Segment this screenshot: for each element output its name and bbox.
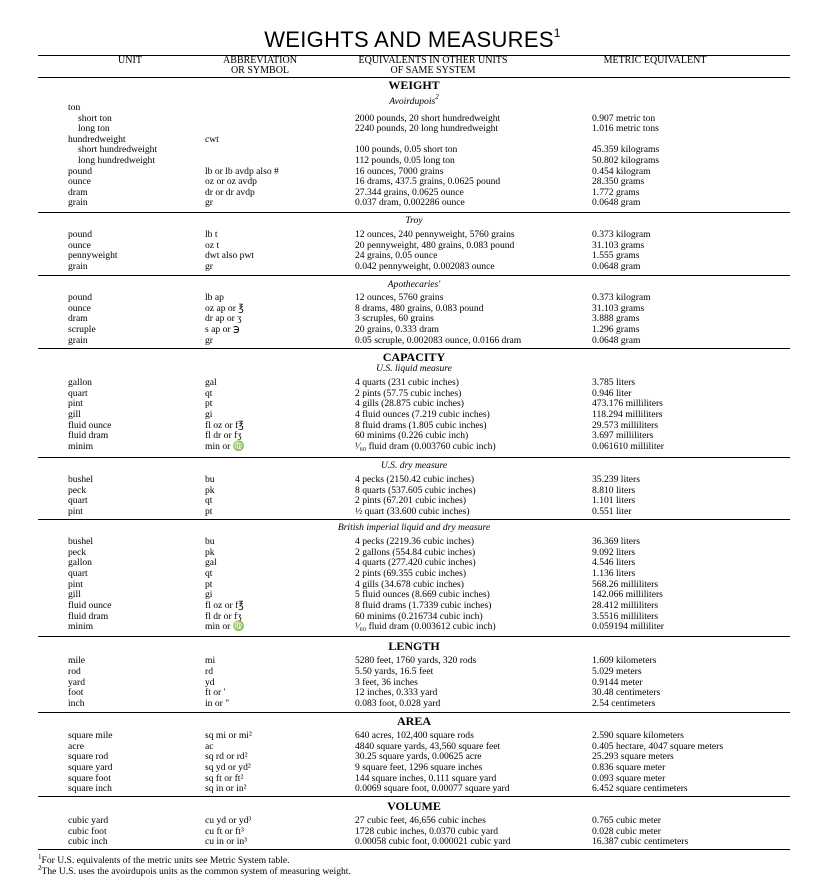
unit-cell: pound xyxy=(68,165,92,177)
metric-cell: 1.772 grams xyxy=(592,186,640,198)
equivalents-cell: 60 minims (0.226 cubic inch) xyxy=(355,430,469,442)
unit-cell: square rod xyxy=(68,751,109,763)
equivalents-cell: 9 square feet, 1296 square inches xyxy=(355,761,483,773)
equivalents-cell: 2000 pounds, 20 short hundredweight xyxy=(355,112,501,124)
equivalents-cell: 5 fluid ounces (8.669 cubic inches) xyxy=(355,589,490,601)
metric-cell: 25.293 square meters xyxy=(592,751,674,763)
metric-cell: 142.066 milliliters xyxy=(592,589,663,601)
subsection-heading: British imperial liquid and dry measure xyxy=(337,522,491,533)
equivalents-cell: 0.037 dram, 0.002286 ounce xyxy=(355,197,465,209)
subheading-footnote-mark: 2 xyxy=(435,93,439,101)
unit-cell: mile xyxy=(68,655,86,666)
section-rule xyxy=(38,348,790,349)
abbreviation-cell: pt xyxy=(205,505,213,517)
metric-cell: 45.359 kilograms xyxy=(592,144,660,156)
metric-cell: 2.590 square kilometers xyxy=(592,730,684,741)
section-rule xyxy=(38,636,790,637)
metric-cell: 0.836 square meter xyxy=(592,761,666,773)
subsection-heading: Apothecaries' xyxy=(387,279,441,290)
unit-cell: square foot xyxy=(68,772,111,784)
metric-cell: 30.48 centimeters xyxy=(592,687,661,699)
metric-cell: 0.061610 milliliter xyxy=(592,440,664,452)
unit-cell: grain xyxy=(68,261,88,273)
unit-cell: fluid ounce xyxy=(68,419,112,431)
metric-cell: 0.946 liter xyxy=(592,387,632,399)
metric-cell: 4.546 liters xyxy=(592,557,636,569)
equivalents-cell: 0.083 foot, 0.028 yard xyxy=(355,698,441,709)
section-heading: LENGTH xyxy=(388,639,440,653)
metric-cell: 3.5516 milliliters xyxy=(592,610,659,622)
equivalents-cell: 16 ounces, 7000 grains xyxy=(355,165,444,177)
unit-cell: acre xyxy=(68,740,84,752)
subsection-heading: Avoirdupois$^2$ xyxy=(389,93,439,108)
section-heading: WEIGHT xyxy=(388,78,440,92)
equivalents-cell: 12 ounces, 240 pennyweight, 5760 grains xyxy=(355,229,515,240)
subsection-heading: U.S. liquid measure xyxy=(376,363,452,374)
abbreviation-cell: lb ap xyxy=(205,292,224,303)
unit-cell: minim xyxy=(68,440,94,452)
title-text: WEIGHTS AND MEASURES xyxy=(264,27,554,52)
unit-cell: pennyweight xyxy=(68,250,118,262)
unit-cell: dram xyxy=(68,313,88,325)
section-rule xyxy=(38,519,790,520)
section-rule xyxy=(38,275,790,276)
equivalents-cell: 640 acres, 102,400 square rods xyxy=(355,730,474,741)
unit-cell: ton xyxy=(68,102,81,113)
equivalents-cell: 100 pounds, 0.05 short ton xyxy=(355,144,458,156)
unit-cell: ounce xyxy=(68,176,91,188)
section-rule xyxy=(38,212,790,213)
abbreviation-cell: mi xyxy=(205,655,216,666)
header-equivalents-line2: OF SAME SYSTEM xyxy=(390,65,476,76)
metric-cell: 28.412 milliliters xyxy=(592,599,659,611)
metric-cell: 1.609 kilometers xyxy=(592,655,657,666)
equivalents-cell: 3 scruples, 60 grains xyxy=(355,313,434,325)
equivalents-cell: 4 pecks (2219.36 cubic inches) xyxy=(355,536,475,547)
subsection-heading: Troy xyxy=(405,215,423,226)
abbreviation-cell: sq yd or yd² xyxy=(205,761,251,773)
unit-cell: long hundredweight xyxy=(78,155,156,166)
subsection-heading: U.S. dry measure xyxy=(380,460,448,471)
abbreviation-cell: lb t xyxy=(205,229,218,240)
unit-cell: gallon xyxy=(68,557,92,569)
abbreviation-cell: oz t xyxy=(205,239,220,251)
unit-cell: grain xyxy=(68,197,88,209)
header-metric-label: METRIC EQUIVALENT xyxy=(603,55,707,66)
unit-cell: pint xyxy=(68,505,83,517)
metric-cell: 31.103 grams xyxy=(592,239,645,251)
metric-cell: 1.296 grams xyxy=(592,324,640,336)
equivalents-cell: 20 pennyweight, 480 grains, 0.083 pound xyxy=(355,239,515,251)
abbreviation-cell: sq in or in² xyxy=(205,783,247,795)
unit-cell: square yard xyxy=(68,761,113,773)
metric-cell: 0.028 cubic meter xyxy=(592,825,661,837)
unit-cell: rod xyxy=(68,665,81,677)
metric-cell: 0.059194 milliliter xyxy=(592,621,664,633)
equivalents-cell: 0.042 pennyweight, 0.002083 ounce xyxy=(355,261,495,273)
abbreviation-cell: min or ♍ xyxy=(205,621,245,633)
equivalents-cell: 16 drams, 437.5 grains, 0.0625 pound xyxy=(355,176,501,188)
unit-cell: bushel xyxy=(68,474,94,485)
header-abbreviation-line1: ABBREVIATION xyxy=(223,55,297,66)
metric-cell: 0.0648 gram xyxy=(592,261,641,273)
metric-cell: 50.802 kilograms xyxy=(592,155,660,166)
abbreviation-cell: sq mi or mi² xyxy=(205,730,252,741)
unit-cell: peck xyxy=(68,484,87,496)
equivalents-cell: 5280 feet, 1760 yards, 320 rods xyxy=(355,655,477,666)
footnote-1-text: For U.S. equivalents of the metric units see Metric System table. xyxy=(41,855,290,867)
metric-cell: 29.573 milliliters xyxy=(592,419,659,431)
section-rule xyxy=(38,457,790,458)
abbreviation-cell: gal xyxy=(205,557,217,569)
header-unit-label: UNIT xyxy=(118,55,142,66)
equivalents-cell: 4 quarts (277.420 cubic inches) xyxy=(355,557,476,569)
equivalents-cell: 8 drams, 480 grains, 0.083 pound xyxy=(355,302,484,314)
unit-cell: cubic inch xyxy=(68,836,108,848)
metric-cell: 0.9144 meter xyxy=(592,676,643,688)
section-heading: AREA xyxy=(396,714,431,728)
equivalents-cell: 2 pints (69.355 cubic inches) xyxy=(355,567,467,579)
abbreviation-cell: cu in or in³ xyxy=(205,836,248,848)
metric-cell: 0.373 kilogram xyxy=(592,229,651,240)
equivalents-cell: 8 quarts (537.605 cubic inches) xyxy=(355,484,476,496)
equivalents-cell: 27.344 grains, 0.0625 ounce xyxy=(355,186,464,198)
unit-cell: gallon xyxy=(68,377,92,388)
metric-cell: 0.373 kilogram xyxy=(592,292,651,303)
equivalents-cell: ½ quart (33.600 cubic inches) xyxy=(355,505,470,517)
abbreviation-cell: ft or ' xyxy=(205,687,226,699)
equivalents-cell: 3 feet, 36 inches xyxy=(355,676,418,688)
equivalents-cell: 112 pounds, 0.05 long ton xyxy=(355,155,455,166)
unit-cell: quart xyxy=(68,495,88,506)
metric-cell: 0.093 square meter xyxy=(592,772,666,784)
abbreviation-cell: fl oz or f℥ xyxy=(205,599,244,611)
abbreviation-cell: s ap or ℈ xyxy=(205,324,240,336)
abbreviation-cell: bu xyxy=(205,536,215,547)
unit-cell: pound xyxy=(68,229,92,240)
metric-cell: 3.785 liters xyxy=(592,377,636,388)
abbreviation-cell: pt xyxy=(205,578,213,590)
abbreviation-cell: gr xyxy=(205,334,213,346)
unit-cell: fluid dram xyxy=(68,610,109,622)
metric-cell: 0.0648 gram xyxy=(592,334,641,346)
abbreviation-cell: qt xyxy=(205,387,213,399)
metric-cell: 16.387 cubic centimeters xyxy=(592,836,689,848)
unit-cell: fluid dram xyxy=(68,430,109,442)
abbreviation-cell: gal xyxy=(205,377,217,388)
abbreviation-cell: dr ap or ʒ xyxy=(205,313,242,325)
title-footnote-mark: 1 xyxy=(553,25,561,40)
equivalents-cell: 60 minims (0.216734 cubic inch) xyxy=(355,610,483,622)
abbreviation-cell: dr or dr avdp xyxy=(205,186,255,198)
unit-cell: cubic foot xyxy=(68,825,107,837)
unit-cell: cubic yard xyxy=(68,815,109,826)
unit-cell: ounce xyxy=(68,239,91,251)
unit-cell: minim xyxy=(68,621,94,633)
equivalents-cell: 4840 square yards, 43,560 square feet xyxy=(355,740,501,752)
unit-cell: grain xyxy=(68,334,88,346)
footnote-2-text: The U.S. uses the avoirdupois units as the common system of measuring weight. xyxy=(41,866,351,878)
unit-cell: quart xyxy=(68,567,88,579)
equivalents-cell: 8 fluid drams (1.7339 cubic inches) xyxy=(355,599,492,611)
equivalents-cell: 0.0069 square foot, 0.00077 square yard xyxy=(355,783,510,795)
unit-cell: square mile xyxy=(68,730,113,741)
abbreviation-cell: sq rd or rd² xyxy=(205,751,248,763)
equivalents-cell: 20 grains, 0.333 dram xyxy=(355,324,439,336)
unit-cell: long ton xyxy=(78,123,110,135)
abbreviation-cell: ac xyxy=(205,740,214,752)
unit-cell: quart xyxy=(68,387,88,399)
equivalents-cell: 12 inches, 0.333 yard xyxy=(355,687,438,699)
unit-cell: bushel xyxy=(68,536,94,547)
abbreviation-cell: pt xyxy=(205,398,213,410)
unit-cell: short ton xyxy=(78,112,112,124)
equivalents-cell: 2 pints (57.75 cubic inches) xyxy=(355,387,462,399)
abbreviation-cell: fl dr or fʒ xyxy=(205,430,242,442)
equivalents-cell: 2240 pounds, 20 long hundredweight xyxy=(355,123,499,135)
abbreviation-cell: cu ft or ft³ xyxy=(205,825,244,837)
abbreviation-cell: gi xyxy=(205,589,213,601)
footnote-1-mark: 1 xyxy=(38,853,42,861)
unit-cell: gill xyxy=(68,408,81,420)
abbreviation-cell: qt xyxy=(205,567,213,579)
equivalents-cell: 0.05 scruple, 0.002083 ounce, 0.0166 dram xyxy=(355,334,522,346)
unit-cell: fluid ounce xyxy=(68,599,112,611)
equivalents-cell: 144 square inches, 0.111 square yard xyxy=(355,772,497,784)
abbreviation-cell: rd xyxy=(205,665,213,677)
unit-cell: dram xyxy=(68,186,88,198)
metric-cell: 3.697 milliliters xyxy=(592,430,654,442)
footnote-2-mark: 2 xyxy=(38,864,42,872)
abbreviation-cell: in or " xyxy=(205,698,230,709)
header-abbreviation-line2: OR SYMBOL xyxy=(230,65,290,76)
equivalents-cell: 30.25 square yards, 0.00625 acre xyxy=(355,751,482,763)
abbreviation-cell: dwt also pwt xyxy=(205,250,255,262)
equivalents-cell: 24 grains, 0.05 ounce xyxy=(355,250,438,262)
metric-cell: 1.555 grams xyxy=(592,250,640,262)
section-heading: CAPACITY xyxy=(382,350,446,364)
equivalents-cell: ¹⁄₆₀ fluid dram (0.003760 cubic inch) xyxy=(355,440,496,452)
equivalents-cell: 2 gallons (554.84 cubic inches) xyxy=(355,546,476,558)
equivalents-cell: ¹⁄₆₀ fluid dram (0.003612 cubic inch) xyxy=(355,621,496,633)
unit-cell: ounce xyxy=(68,302,91,314)
equivalents-cell: 4 gills (28.875 cubic inches) xyxy=(355,398,464,410)
header-equivalents-line1: EQUIVALENTS IN OTHER UNITS xyxy=(358,55,508,66)
abbreviation-cell: yd xyxy=(205,676,215,688)
abbreviation-cell: qt xyxy=(205,495,213,506)
equivalents-cell: 8 fluid drams (1.805 cubic inches) xyxy=(355,419,487,431)
metric-cell: 568.26 milliliters xyxy=(592,578,659,590)
metric-cell: 0.907 metric ton xyxy=(592,112,656,124)
metric-cell: 1.136 liters xyxy=(592,567,636,579)
abbreviation-cell: pk xyxy=(205,484,215,496)
abbreviation-cell: gr xyxy=(205,197,213,209)
unit-cell: gill xyxy=(68,589,81,601)
metric-cell: 6.452 square centimeters xyxy=(592,783,688,795)
equivalents-cell: 2 pints (67.201 cubic inches) xyxy=(355,495,467,506)
unit-cell: foot xyxy=(68,687,84,699)
bottom-rule xyxy=(38,849,790,850)
abbreviation-cell: lb or lb avdp also # xyxy=(205,165,279,177)
equivalents-cell: 12 ounces, 5760 grains xyxy=(355,292,444,303)
abbreviation-cell: oz or oz avdp xyxy=(205,176,257,188)
metric-cell: 35.239 liters xyxy=(592,474,640,485)
metric-cell: 1.101 liters xyxy=(592,495,636,506)
abbreviation-cell: gr xyxy=(205,261,213,273)
metric-cell: 473.176 milliliters xyxy=(592,398,663,410)
metric-cell: 0.0648 gram xyxy=(592,197,641,209)
metric-cell: 28.350 grams xyxy=(592,176,645,188)
abbreviation-cell: fl dr or fʒ xyxy=(205,610,242,622)
equivalents-cell: 4 pecks (2150.42 cubic inches) xyxy=(355,474,475,485)
unit-cell: square inch xyxy=(68,783,112,795)
metric-cell: 9.092 liters xyxy=(592,546,636,558)
metric-cell: 8.810 liters xyxy=(592,484,636,496)
section-rule xyxy=(38,712,790,713)
unit-cell: scruple xyxy=(68,324,96,336)
unit-cell: pint xyxy=(68,578,83,590)
metric-cell: 118.294 milliliters xyxy=(592,408,663,420)
abbreviation-cell: gi xyxy=(205,408,213,420)
equivalents-cell: 27 cubic feet, 46,656 cubic inches xyxy=(355,815,486,826)
unit-cell: short hundredweight xyxy=(78,144,158,156)
section-heading: VOLUME xyxy=(387,799,441,813)
unit-cell: hundredweight xyxy=(68,133,126,145)
equivalents-cell: 5.50 yards, 16.5 feet xyxy=(355,665,434,677)
equivalents-cell: 4 gills (34.678 cubic inches) xyxy=(355,578,464,590)
metric-cell: 0.454 kilogram xyxy=(592,165,651,177)
unit-cell: inch xyxy=(68,698,85,709)
metric-cell: 0.405 hectare, 4047 square meters xyxy=(592,740,724,752)
unit-cell: peck xyxy=(68,546,87,558)
metric-cell: 36.369 liters xyxy=(592,536,640,547)
abbreviation-cell: sq ft or ft² xyxy=(205,772,244,784)
metric-cell: 31.103 grams xyxy=(592,302,645,314)
metric-cell: 1.016 metric tons xyxy=(592,123,659,135)
abbreviation-cell: oz ap or ℥ xyxy=(205,302,244,314)
equivalents-cell: 4 fluid ounces (7.219 cubic inches) xyxy=(355,408,490,420)
equivalents-cell: 1728 cubic inches, 0.0370 cubic yard xyxy=(355,825,499,837)
equivalents-cell: 0.00058 cubic foot, 0.000021 cubic yard xyxy=(355,836,511,848)
metric-cell: 3.888 grams xyxy=(592,313,640,325)
section-rule xyxy=(38,796,790,797)
metric-cell: 2.54 centimeters xyxy=(592,698,656,709)
unit-cell: pint xyxy=(68,398,83,410)
footnote-2 xyxy=(38,863,351,877)
abbreviation-cell: bu xyxy=(205,474,215,485)
abbreviation-cell: cwt xyxy=(205,133,219,145)
abbreviation-cell: cu yd or yd³ xyxy=(205,815,252,826)
metric-cell: 5.029 meters xyxy=(592,665,642,677)
unit-cell: pound xyxy=(68,292,92,303)
equivalents-cell: 4 quarts (231 cubic inches) xyxy=(355,377,459,388)
abbreviation-cell: pk xyxy=(205,546,215,558)
abbreviation-cell: fl oz or f℥ xyxy=(205,419,244,431)
unit-cell: yard xyxy=(68,676,86,688)
metric-cell: 0.765 cubic meter xyxy=(592,815,661,826)
abbreviation-cell: min or ♍ xyxy=(205,440,245,452)
metric-cell: 0.551 liter xyxy=(592,505,632,517)
